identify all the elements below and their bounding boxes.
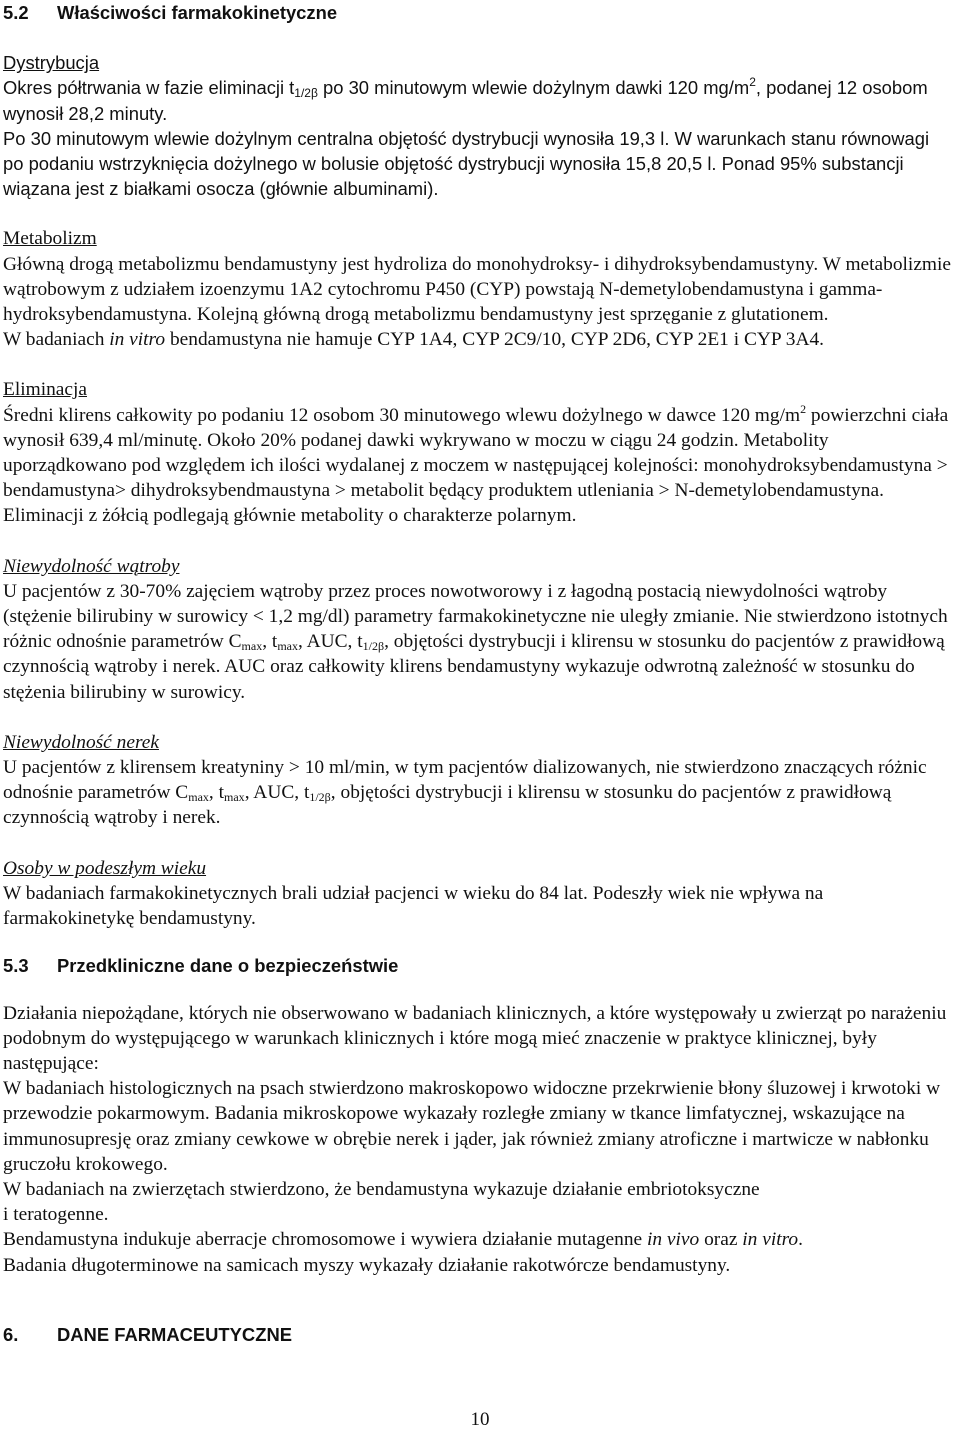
- subheading-osoby-w-podeszlym-wieku: Osoby w podeszłym wieku: [3, 857, 207, 879]
- section-heading-6: [3, 1322, 953, 1347]
- paragraph-niewydolnosc-nerek: U pacjentów z klirensem kreatyniny > 10 ml/min, w tym pacjentów dializowanych, nie stwierdzono znaczących różnic odnośnie parametrów $C_{max}$, $t_{max}$, AUC, $t_{1/2\beta}$, objętości dystrybucji i klirensu w stosunku do pacjentów z prawidłową czynnością wątroby i nerek.: [3, 757, 927, 829]
- paragraph-osoby-w-podeszlym-wieku: W badaniach farmakokinetycznych brali udział pacjenci w wieku do 84 lat. Podeszły wiek nie wpływa na farmakokinetykę bendamustyny.: [3, 882, 824, 930]
- section-number: 5.2: [3, 2, 29, 23]
- paragraph-przedkliniczne-5: Badania długoterminowe na samicach myszy wykazały działanie rakotwórcze bendamustyny.: [3, 1254, 731, 1276]
- paragraph-przedkliniczne-2: W badaniach histologicznych na psach stwierdzono makroskopowo widoczne przekrwienie błony śluzowej i krwotoki w przewodzie pokarmowym. Badania mikroskopowe wykazały rozległe zmiany w tkance limfatycznej, wskazujące na immunosupresję oraz zmiany cewkowe w obrębie nerek i jąder, jak również zmiany atroficzne i martwicze w nabłonku gruczołu krokowego.: [3, 1078, 941, 1175]
- subheading-niewydolnosc-nerek: Niewydolność nerek: [3, 731, 159, 753]
- section-heading-5-3: [3, 953, 953, 978]
- section-number: 6.: [3, 1323, 19, 1345]
- paragraph-przedkliniczne-3: W badaniach na zwierzętach stwierdzono, że bendamustyna wykazuje działanie embriotoksyczne i teratogenne.: [3, 1178, 760, 1226]
- paragraph-przedkliniczne-1: Działania niepożądane, których nie obserwowano w badaniach klinicznych, a które występowały u zwierząt po narażeniu podobnym do występującego w warunkach klinicznych i które mogą mieć znaczenie w praktyce klinicznej, były następujące:: [3, 1002, 947, 1074]
- paragraph-dystrybucja-2: Po 30 minutowym wlewie dożylnym centralna objętość dystrybucji wynosiła 19,3 l. W warunkach stanu równowagi po podaniu wstrzyknięcia dożylnego w bolusie objętość dystrybucji wynosiła 15,8 20,5 l. Ponad 95% substancji wiązana jest z białkami osocza (głównie albuminami).: [3, 127, 930, 200]
- section-number: 5.3: [3, 955, 29, 977]
- section-title: Przedkliniczne dane o bezpieczeństwie: [57, 955, 399, 977]
- document-page: [3, 0, 953, 1347]
- section-title: Właściwości farmakokinetyczne: [57, 2, 338, 23]
- paragraph-eliminacja: Średni klirens całkowity po podaniu 12 osobom 30 minutowego wlewu dożylnego w dawce 120 $mg/m^2$ powierzchni ciała wynosił 639,4 ml/minutę. Około 20% podanej dawki wykrywano w moczu w ciągu 24 godzin. Metabolity uporządkowano pod względem ich ilości wydalanej z moczem w następującej kolejności: monohydroksybendamustyna > bendamustyna> dihydroksybendmaustyna > metabolit będący produktem utleniania > N-demetylobendamustyna. Eliminacji z żółcią podlegają głównie metabolity o charakterze polarnym.: [3, 401, 949, 527]
- paragraph-niewydolnosc-watroby: U pacjentów z 30-70% zajęciem wątroby przez proces nowotworowy i z łagodną postacią niewydolności wątroby (stężenie bilirubiny w surowicy < 1,2 mg/dl) parametry farmakokinetyczne nie uległy zmianie. Nie stwierdzono istotnych różnic odnośnie parametrów $C_{max}$, $t_{max}$, AUC, $t_{1/2\beta}$, objętości dystrybucji i klirensu w stosunku do pacjentów z prawidłową czynnością wątroby i nerek. AUC oraz całkowity klirens bendamustyny wykazuje odwrotną zależność w stosunku do stężenia bilirubiny w surowicy.: [3, 580, 948, 703]
- paragraph-metabolizm-2: W badaniach in vitro bendamustyna nie hamuje CYP 1A4, CYP 2C9/10, CYP 2D6, CYP 2E1 i CYP 3A4.: [3, 329, 825, 351]
- subheading-eliminacja: Eliminacja: [3, 379, 87, 401]
- paragraph-przedkliniczne-4: Bendamustyna indukuje aberracje chromosomowe i wywiera działanie mutagenne in vivo oraz in vitro.: [3, 1229, 803, 1251]
- section-title: DANE FARMACEUTYCZNE: [57, 1323, 292, 1345]
- page-number: 10: [470, 1409, 490, 1430]
- subheading-dystrybucja: Dystrybucja: [3, 52, 100, 74]
- paragraph-dystrybucja-1: Okres półtrwania w fazie eliminacji $t_{1/2\beta}$ po 30 minutowym wlewie dożylnym dawki 120 $mg/m^2$, podanej 12 osobom wynosił 28,2 minuty.: [3, 75, 928, 124]
- subheading-metabolizm: Metabolizm: [3, 228, 97, 250]
- section-heading-5-2: [3, 0, 953, 25]
- paragraph-metabolizm-1: Główną drogą metabolizmu bendamustyny jest hydroliza do monohydroksy- i dihydroksybendamustyny. W metabolizmie wątrobowym z udziałem izoenzymu 1A2 cytochromu P450 (CYP) powstają N-demetylobendamustyna i gamma-hydroksybendamustyna. Kolejną główną drogą metabolizmu bendamustyny jest sprzęganie z glutationem.: [3, 253, 952, 326]
- subheading-niewydolnosc-watroby: Niewydolność wątroby: [3, 555, 180, 577]
